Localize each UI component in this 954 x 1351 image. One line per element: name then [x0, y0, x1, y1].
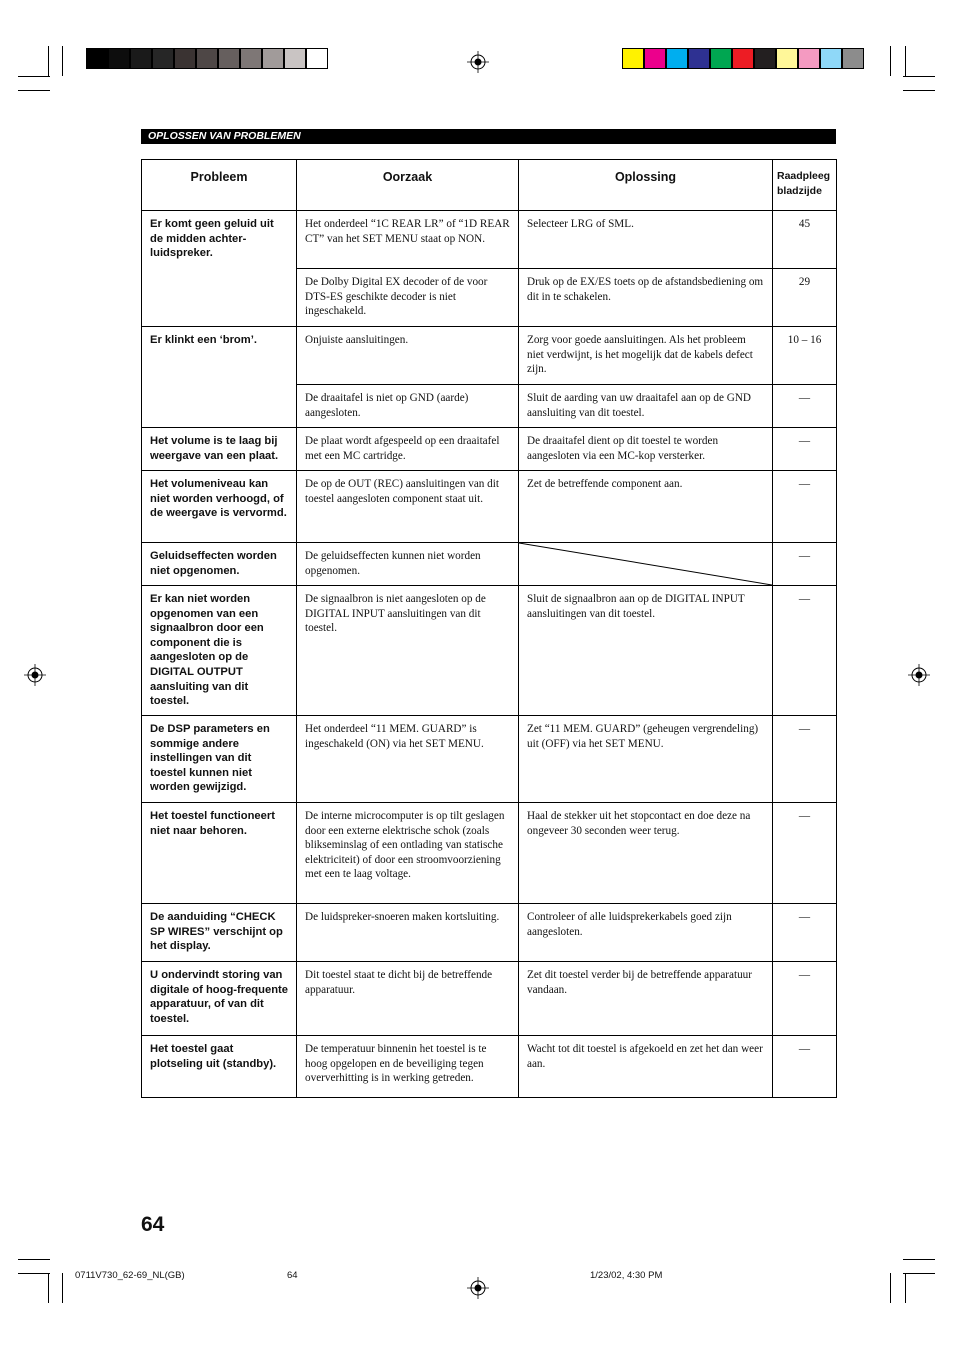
color-swatch [262, 48, 284, 69]
problem-cell: Geluidseffecten worden niet opgenomen. [142, 543, 297, 586]
crop-mark [62, 1273, 63, 1303]
color-swatch [842, 48, 864, 69]
problem-cell: Het toestel gaat plotseling uit (standby). [142, 1036, 297, 1098]
problem-cell: Het toestel functioneert niet naar behoren. [142, 803, 297, 904]
color-swatch [622, 48, 644, 69]
crop-mark [48, 1273, 49, 1303]
crop-mark [903, 1259, 935, 1260]
color-swatch [710, 48, 732, 69]
problem-cell: Er klinkt een ‘brom’. [142, 327, 297, 428]
crop-mark [905, 46, 906, 76]
solution-cell: Sluit de aarding van uw draaitafel aan op de GND aansluiting van dit toestel. [519, 385, 773, 428]
registration-mark-icon [467, 51, 489, 73]
solution-cell: Wacht tot dit toestel is afgekoeld en zet het dan weer aan. [519, 1036, 773, 1098]
color-swatch [798, 48, 820, 69]
color-swatch [196, 48, 218, 69]
color-swatch [152, 48, 174, 69]
cause-cell: Dit toestel staat te dicht bij de betreffende apparatuur. [297, 962, 519, 1036]
crop-mark [62, 46, 63, 76]
footer-page: 64 [287, 1270, 298, 1281]
footer-date: 1/23/02, 4:30 PM [590, 1270, 663, 1281]
section-title: OPLOSSEN VAN PROBLEMEN [141, 129, 836, 144]
troubleshooting-table [141, 159, 837, 1098]
cause-cell: De temperatuur binnenin het toestel is te hoog opgelopen en de beveiliging tegen oververhitting is in werking getreden. [297, 1036, 519, 1098]
registration-mark-icon [24, 664, 46, 686]
crop-mark [18, 1273, 50, 1274]
header-solution: Oplossing [519, 160, 773, 211]
color-swatch [240, 48, 262, 69]
page-cell: — [773, 904, 837, 962]
crop-mark [48, 46, 49, 76]
cause-cell: De luidspreker-snoeren maken kortsluiting. [297, 904, 519, 962]
cause-cell: De plaat wordt afgespeeld op een draaitafel met een MC cartridge. [297, 428, 519, 471]
problem-cell: De aanduiding “CHECK SP WIRES” verschijnt op het display. [142, 904, 297, 962]
solution-cell: Sluit de signaalbron aan op de DIGITAL INPUT aansluitingen van dit toestel. [519, 586, 773, 716]
header-cause: Oorzaak [297, 160, 519, 211]
color-swatch [284, 48, 306, 69]
table-row [142, 327, 837, 385]
table-header-row [142, 160, 837, 211]
cause-cell: Het onderdeel “1C REAR LR” of “1D REAR CT” van het SET MENU staat op NON. [297, 211, 519, 269]
page-cell: — [773, 803, 837, 904]
registration-mark-icon [908, 664, 930, 686]
color-swatch [688, 48, 710, 69]
color-swatch [130, 48, 152, 69]
page-cell: — [773, 962, 837, 1036]
problem-cell: Er kan niet worden opgenomen van een signaalbron door een component die is aangesloten op de DIGITAL OUTPUT aansluiting van dit toestel. [142, 586, 297, 716]
cause-cell: De geluidseffecten kunnen niet worden opgenomen. [297, 543, 519, 586]
registration-mark-icon [467, 1277, 489, 1299]
color-swatch [820, 48, 842, 69]
header-ref-line1: Raadpleeg [777, 170, 831, 182]
crop-mark [18, 76, 50, 77]
page-cell: — [773, 1036, 837, 1098]
crop-mark [905, 1273, 906, 1303]
color-swatch [218, 48, 240, 69]
crop-mark [890, 1273, 891, 1303]
problem-cell: U ondervindt storing van digitale of hoog-frequente apparatuur, of van dit toestel. [142, 962, 297, 1036]
solution-cell: Controleer of alle luidsprekerkabels goed zijn aangesloten. [519, 904, 773, 962]
cause-cell: Het onderdeel “11 MEM. GUARD” is ingeschakeld (ON) via het SET MENU. [297, 716, 519, 803]
crop-mark [903, 1273, 935, 1274]
crop-mark [903, 76, 935, 77]
crop-mark [18, 90, 50, 91]
page-cell: 29 [773, 269, 837, 327]
solution-cell: Zet “11 MEM. GUARD” (geheugen vergrendeling) uit (OFF) via het SET MENU. [519, 716, 773, 803]
header-reference-page [773, 160, 837, 211]
solution-cell-empty [519, 543, 773, 586]
problem-cell: Het volume is te laag bij weergave van een plaat. [142, 428, 297, 471]
color-swatch [776, 48, 798, 69]
crop-mark [903, 90, 935, 91]
cause-cell: De signaalbron is niet aangesloten op de DIGITAL INPUT aansluitingen van dit toestel. [297, 586, 519, 716]
color-swatch [666, 48, 688, 69]
color-swatch [86, 48, 108, 69]
table-row [142, 586, 837, 716]
cause-cell: De Dolby Digital EX decoder of de voor DTS-ES geschikte decoder is niet ingeschakeld. [297, 269, 519, 327]
page-cell: — [773, 428, 837, 471]
solution-cell: Haal de stekker uit het stopcontact en doe deze na ongeveer 30 seconden weer terug. [519, 803, 773, 904]
crop-mark [18, 1259, 50, 1260]
table-row [142, 428, 837, 471]
page-cell: — [773, 543, 837, 586]
cause-cell: De draaitafel is niet op GND (aarde) aangesloten. [297, 385, 519, 428]
page-cell: 10 – 16 [773, 327, 837, 385]
table-row [142, 543, 837, 586]
table-row [142, 904, 837, 962]
cause-cell: Onjuiste aansluitingen. [297, 327, 519, 385]
page-number: 64 [141, 1213, 165, 1236]
crop-mark [890, 46, 891, 76]
header-problem: Probleem [142, 160, 297, 211]
footer-filename: 0711V730_62-69_NL(GB) [75, 1270, 185, 1281]
table-row [142, 716, 837, 803]
solution-cell: Zet de betreffende component aan. [519, 471, 773, 543]
solution-cell: De draaitafel dient op dit toestel te worden aangesloten via een MC-kop versterker. [519, 428, 773, 471]
page-cell: 45 [773, 211, 837, 269]
problem-cell: Er komt geen geluid uit de midden achter-luidspreker. [142, 211, 297, 327]
solution-cell: Zet dit toestel verder bij de betreffende apparatuur vandaan. [519, 962, 773, 1036]
problem-cell: Het volumeniveau kan niet worden verhoogd, of de weergave is vervormd. [142, 471, 297, 543]
solution-cell: Selecteer LRG of SML. [519, 211, 773, 269]
table-row [142, 1036, 837, 1098]
solution-cell: Druk op de EX/ES toets op de afstandsbediening om dit in te schakelen. [519, 269, 773, 327]
table-row [142, 211, 837, 269]
header-ref-line2: bladzijde [777, 185, 822, 197]
solution-cell: Zorg voor goede aansluitingen. Als het probleem niet verdwijnt, is het mogelijk dat de kabels defect zijn. [519, 327, 773, 385]
page-cell: — [773, 716, 837, 803]
table-row [142, 803, 837, 904]
color-swatch [754, 48, 776, 69]
color-swatch [732, 48, 754, 69]
table-row [142, 471, 837, 543]
color-swatch [174, 48, 196, 69]
page-cell: — [773, 586, 837, 716]
cause-cell: De interne microcomputer is op tilt geslagen door een externe elektrische schok (zoals blikseminslag of een ontlading van statische elektriciteit) of door een stroomvoorziening met een te laag voltage. [297, 803, 519, 904]
page-cell: — [773, 471, 837, 543]
table-row [142, 962, 837, 1036]
color-swatch [644, 48, 666, 69]
strike-through-line [519, 543, 772, 585]
page-cell: — [773, 385, 837, 428]
color-swatch [108, 48, 130, 69]
cause-cell: De op de OUT (REC) aansluitingen van dit toestel aangesloten component staat uit. [297, 471, 519, 543]
color-swatch [306, 48, 328, 69]
problem-cell: De DSP parameters en sommige andere instellingen van dit toestel kunnen niet worden gewijzigd. [142, 716, 297, 803]
